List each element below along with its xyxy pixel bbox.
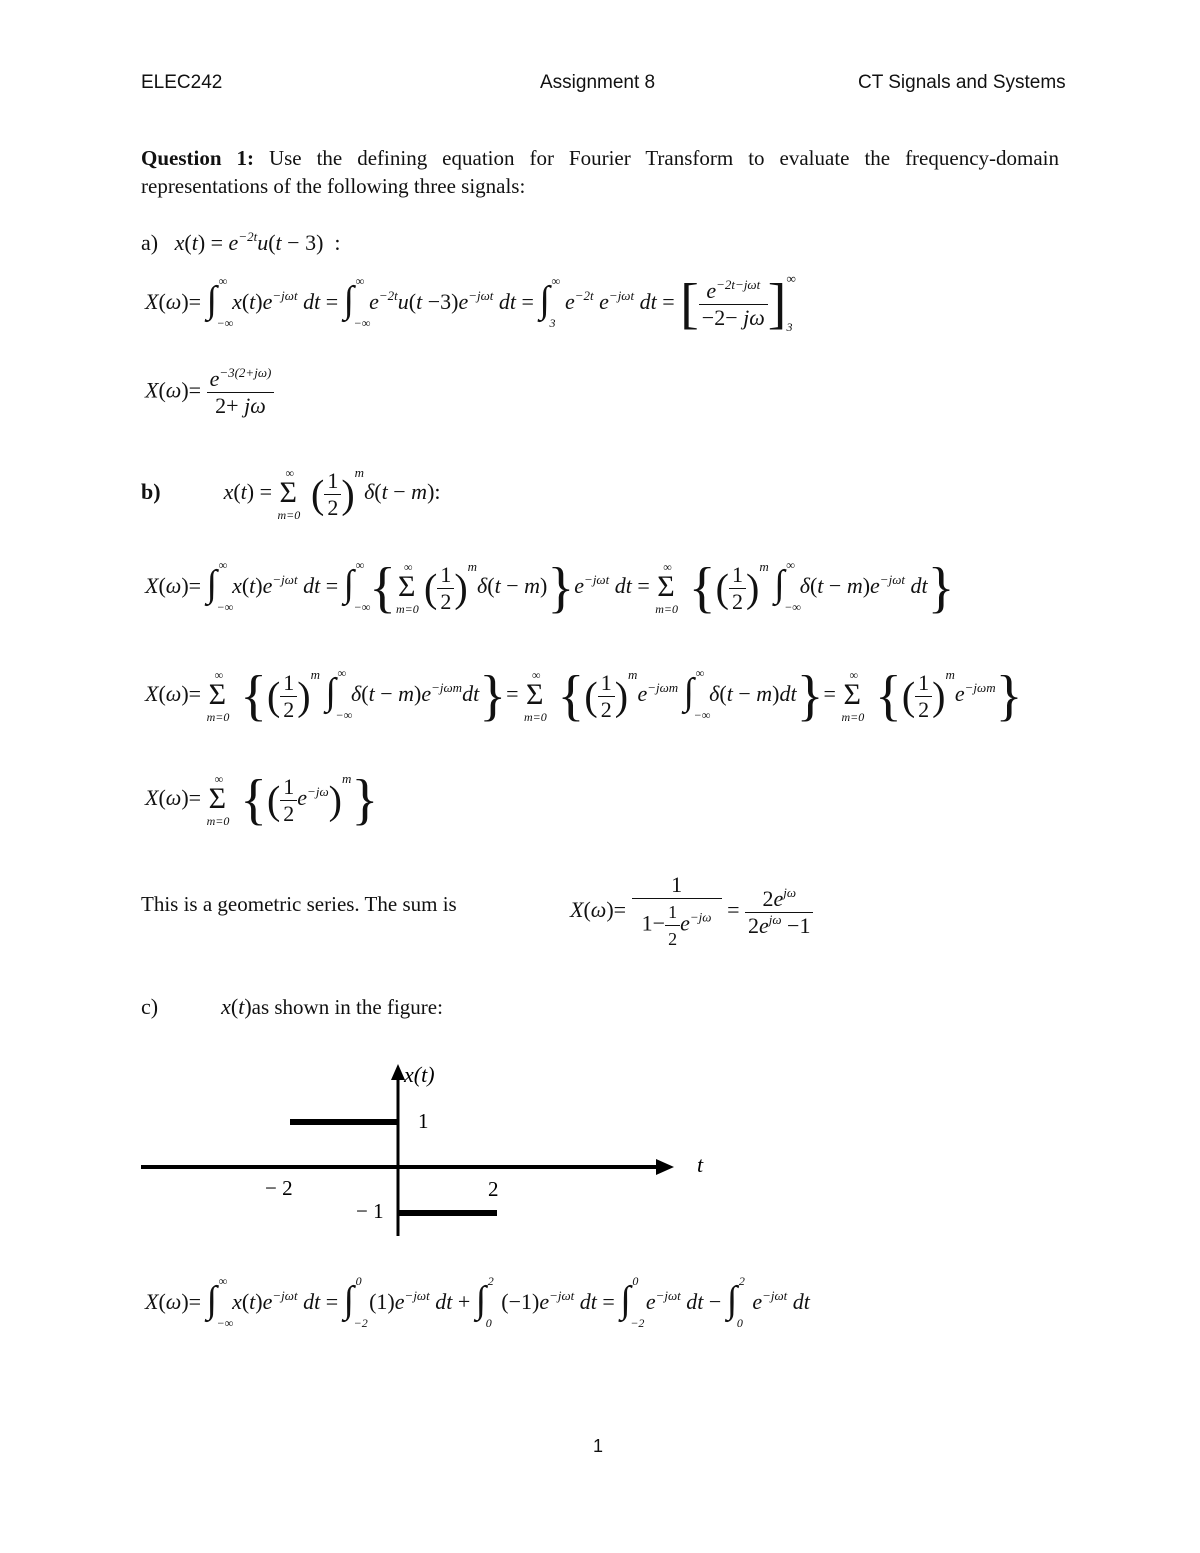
x-axis-arrow-icon — [656, 1159, 674, 1175]
tick-neg2-label: − 2 — [265, 1176, 293, 1200]
part-c-label: c) — [141, 994, 159, 1019]
question-label: Question 1: — [141, 146, 254, 170]
part-b-eq1: X(ω)= ∫ ∞ −∞ $x(t)e^{-j\omega t}$ dt = ∫ ∞ −∞ { ∞ Σ m=0 ( $\frac{1}{2}$ )$^m\delta(t - m)\}e^{-j\omega t}$ dt = ∞ Σ m=0 {( $\frac{1}{2}$ )$^m$ ∫ ∞ −∞ $\delta(t - m)e^{-j\omega t}$ dt} — [145, 557, 955, 619]
part-c-text: as shown in the figure: — [251, 995, 443, 1019]
part-b-statement: b) x(t) = ∞ Σ m=0 ( $\frac{1}{2}$ )$^m$δ(t − m): — [141, 465, 441, 522]
part-a-label: a) — [141, 230, 159, 255]
y-axis-arrow-icon — [391, 1064, 405, 1080]
part-b-eq2: X(ω)= ∞ Σ m=0 {( $\frac{1}{2}$ )$^m$ ∫ ∞ −∞ $\delta(t - m)e^{-j\omega m}dt\}=$ ∞ Σ m=0 {( $\frac{1}{2}$ )$^me^{-j\omega m}$ ∫ ∞ −∞ δ(t − m)dt}= ∞ Σ m=0 {( $\frac{1}{2}$ )$^me^{-j\omega m}$} — [145, 665, 1023, 727]
question-text: Use the defining equation for Fourier Transform to evaluate the frequency-domain representations of the following three signals: — [141, 146, 1060, 198]
page-number: 1 — [593, 1436, 604, 1456]
part-a-statement: a) $x(t) = e^{-2t}u(t - 3)$ : — [141, 229, 341, 255]
part-c-eq1: X(ω)= ∫ ∞ −∞ $x(t)e^{-j\omega t}$ dt = ∫ 0 −2 $(1)e^{-j\omega t}$ dt + ∫ 2 0 $(-1)e^{-j\omega t}$ dt = ∫ 0 −2 $e^{-j\omega t}$ dt − ∫ 2 0 $e^{-j\omega t}$ dt — [145, 1274, 810, 1330]
part-a-eq2: X(ω)= $\frac{e^{-3(2+j\omega)}}{2+ j\omega}$ — [145, 366, 274, 419]
level-neg1-label: − 1 — [356, 1199, 384, 1223]
assignment-title: Assignment 8 — [540, 72, 656, 93]
part-c-statement: c) x(t)as shown in the figure: — [141, 994, 443, 1019]
x-axis-label: t — [697, 1152, 704, 1177]
y-axis-label: x(t) — [404, 1062, 435, 1087]
tick-2-label: 2 — [488, 1177, 499, 1201]
geometric-series-text: This is a geometric series. The sum is — [141, 892, 457, 916]
part-b-eq3: X(ω)= ∞ Σ m=0 {( $\frac{1}{2}$ $e^{-j\omega})^m$} — [145, 769, 379, 831]
part-a-eq1: X(ω)= ∫ ∞ −∞ $x(t)e^{-j\omega t}$ dt = ∫ ∞ −∞ $e^{-2t}u(t -3)e^{-j\omega t}$ dt = ∫ ∞ 3 $e^{-2t}$ $e^{-j\omega t}$ dt = [ $\frac{e^{-2t-j\omega t}}{-2- j\omega}$ ]$_3^\infty$ — [145, 271, 796, 335]
course-code: ELEC242 — [141, 72, 223, 93]
level-1-label: 1 — [418, 1109, 429, 1133]
part-b-label: b) — [141, 479, 161, 505]
course-topic: CT Signals and Systems — [858, 72, 1066, 93]
part-b-eq4: X(ω)= 1 1− $\frac{1}{2}$ $e^{-j\omega}$ = $\frac{2e^{j\omega}}{2e^{j\omega} -1}$ — [570, 872, 813, 952]
